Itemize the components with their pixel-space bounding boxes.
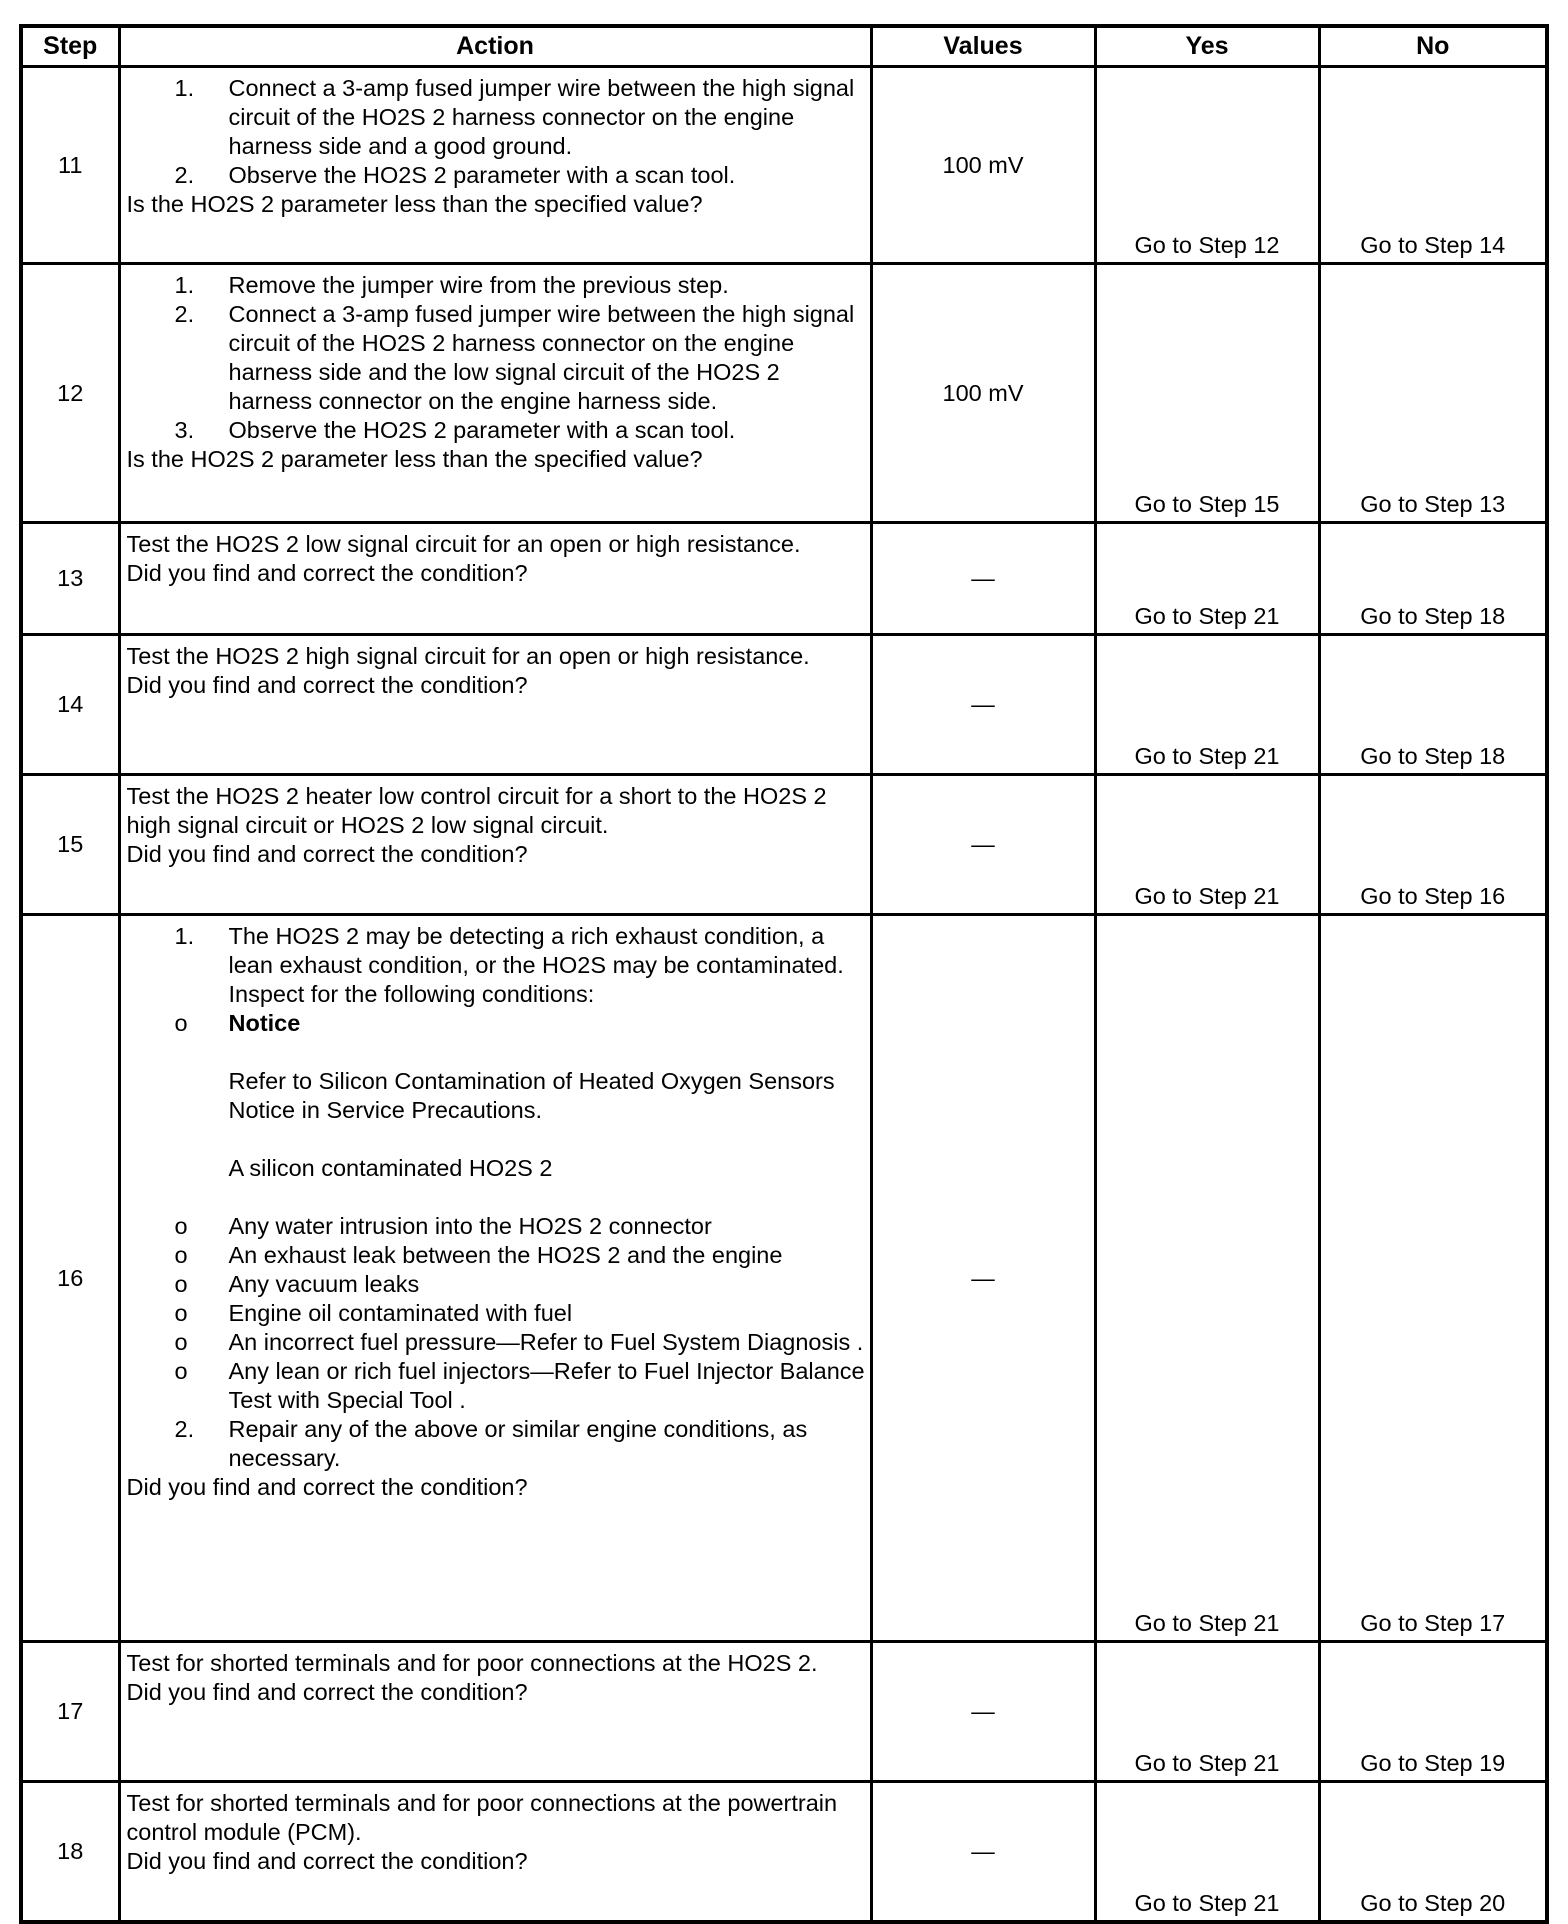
header-values: Values bbox=[871, 26, 1095, 67]
bullet-icon: o bbox=[174, 1010, 188, 1036]
yes-cell: Go to Step 21 bbox=[1095, 635, 1319, 775]
question-text: Did you find and correct the condition? bbox=[126, 841, 528, 867]
table-row bbox=[21, 775, 1547, 915]
item-text: Engine oil contaminated with fuel bbox=[228, 1300, 573, 1326]
item-number: 1. bbox=[174, 923, 195, 949]
value-cell: 100 mV bbox=[871, 67, 1095, 264]
value-cell: — bbox=[871, 1782, 1095, 1922]
item-text: An incorrect fuel pressure—Refer to Fuel System Diagnosis . bbox=[228, 1329, 864, 1355]
item-number: 1. bbox=[174, 272, 195, 298]
numbered-steps bbox=[127, 74, 866, 190]
no-cell: Go to Step 20 bbox=[1319, 1782, 1547, 1922]
item-number: 2. bbox=[174, 162, 195, 188]
step-number: 15 bbox=[21, 775, 119, 915]
table-row bbox=[21, 1782, 1547, 1922]
notice-item-text: A silicon contaminated HO2S 2 bbox=[228, 1155, 553, 1181]
header-no: No bbox=[1319, 26, 1547, 67]
header-action: Action bbox=[119, 26, 871, 67]
table-row bbox=[21, 67, 1547, 264]
notice-body: Refer to Silicon Contamination of Heated Oxygen Sensors Notice in Service Precautions. bbox=[228, 1068, 835, 1123]
no-cell: Go to Step 18 bbox=[1319, 523, 1547, 635]
list-item bbox=[127, 300, 866, 416]
item-text: Any water intrusion into the HO2S 2 connector bbox=[228, 1213, 712, 1239]
instruction-text: Test the HO2S 2 high signal circuit for an open or high resistance. bbox=[126, 643, 810, 669]
no-cell: Go to Step 14 bbox=[1319, 67, 1547, 264]
instruction-text: Test for shorted terminals and for poor connections at the powertrain control module (PCM). bbox=[126, 1790, 838, 1845]
item-number: 2. bbox=[174, 301, 195, 327]
table-row bbox=[21, 635, 1547, 775]
action-cell bbox=[119, 264, 871, 523]
no-cell: Go to Step 13 bbox=[1319, 264, 1547, 523]
list-item bbox=[127, 1357, 866, 1415]
no-cell: Go to Step 17 bbox=[1319, 915, 1547, 1642]
list-item bbox=[127, 1270, 866, 1299]
question-text: Did you find and correct the condition? bbox=[126, 1679, 528, 1705]
yes-cell: Go to Step 21 bbox=[1095, 915, 1319, 1642]
notice-title: Notice bbox=[228, 1010, 301, 1036]
question-text: Did you find and correct the condition? bbox=[126, 560, 528, 586]
instruction-text: Test for shorted terminals and for poor connections at the HO2S 2. bbox=[126, 1650, 818, 1676]
item-text: Any vacuum leaks bbox=[228, 1271, 420, 1297]
no-cell: Go to Step 18 bbox=[1319, 635, 1547, 775]
question-text: Is the HO2S 2 parameter less than the specified value? bbox=[126, 191, 703, 217]
item-text: Repair any of the above or similar engine conditions, as necessary. bbox=[228, 1416, 808, 1471]
action-cell bbox=[119, 67, 871, 264]
item-text: Observe the HO2S 2 parameter with a scan tool. bbox=[228, 162, 736, 188]
table-row bbox=[21, 523, 1547, 635]
question-text: Did you find and correct the condition? bbox=[126, 672, 528, 698]
bullet-icon: o bbox=[174, 1300, 188, 1326]
step-number: 16 bbox=[21, 915, 119, 1642]
step-number: 12 bbox=[21, 264, 119, 523]
no-cell: Go to Step 19 bbox=[1319, 1642, 1547, 1782]
bullet-icon: o bbox=[174, 1271, 188, 1297]
item-number: 2. bbox=[174, 1416, 195, 1442]
list-item bbox=[127, 922, 866, 1009]
action-cell bbox=[119, 1782, 871, 1922]
list-item bbox=[127, 1212, 866, 1241]
item-text: Connect a 3-amp fused jumper wire between the high signal circuit of the HO2S 2 harness connector on the engine harness side and the low signal circuit of the HO2S 2 harness connector on the engine harness side. bbox=[228, 301, 855, 414]
condition-list bbox=[127, 1009, 866, 1415]
instruction-text: Test the HO2S 2 low signal circuit for an open or high resistance. bbox=[126, 531, 801, 557]
question-text: Did you find and correct the condition? bbox=[126, 1474, 528, 1500]
value-cell: 100 mV bbox=[871, 264, 1095, 523]
yes-cell: Go to Step 15 bbox=[1095, 264, 1319, 523]
list-item bbox=[127, 1009, 866, 1212]
table-row bbox=[21, 264, 1547, 523]
list-item bbox=[127, 1415, 866, 1473]
item-number: 1. bbox=[174, 75, 195, 101]
step-number: 13 bbox=[21, 523, 119, 635]
item-text: Connect a 3-amp fused jumper wire between the high signal circuit of the HO2S 2 harness connector on the engine harness side and a good ground. bbox=[228, 75, 855, 159]
header-step: Step bbox=[21, 26, 119, 67]
yes-cell: Go to Step 21 bbox=[1095, 775, 1319, 915]
list-item bbox=[127, 416, 866, 445]
value-cell: — bbox=[871, 523, 1095, 635]
question-text: Did you find and correct the condition? bbox=[126, 1848, 528, 1874]
bullet-icon: o bbox=[174, 1358, 188, 1384]
item-text: An exhaust leak between the HO2S 2 and the engine bbox=[228, 1242, 783, 1268]
step-number: 18 bbox=[21, 1782, 119, 1922]
item-text: Observe the HO2S 2 parameter with a scan tool. bbox=[228, 417, 736, 443]
list-item bbox=[127, 74, 866, 161]
yes-cell: Go to Step 12 bbox=[1095, 67, 1319, 264]
instruction-text: Test the HO2S 2 heater low control circuit for a short to the HO2S 2 high signal circuit or HO2S 2 low signal circuit. bbox=[126, 783, 827, 838]
action-cell bbox=[119, 775, 871, 915]
step-number: 11 bbox=[21, 67, 119, 264]
no-cell: Go to Step 16 bbox=[1319, 775, 1547, 915]
list-item bbox=[127, 1299, 866, 1328]
list-item bbox=[127, 271, 866, 300]
item-text: Remove the jumper wire from the previous step. bbox=[228, 272, 729, 298]
table-row bbox=[21, 1642, 1547, 1782]
yes-cell: Go to Step 21 bbox=[1095, 1782, 1319, 1922]
step-number: 17 bbox=[21, 1642, 119, 1782]
bullet-icon: o bbox=[174, 1242, 188, 1268]
value-cell: — bbox=[871, 775, 1095, 915]
item-text: The HO2S 2 may be detecting a rich exhaust condition, a lean exhaust condition, or the HO2S may be contaminated. Inspect for the following conditions: bbox=[228, 923, 844, 1007]
yes-cell: Go to Step 21 bbox=[1095, 523, 1319, 635]
table-row bbox=[21, 915, 1547, 1642]
bullet-icon: o bbox=[174, 1213, 188, 1239]
numbered-steps bbox=[127, 1415, 866, 1473]
numbered-steps bbox=[127, 271, 866, 445]
item-text: Any lean or rich fuel injectors—Refer to Fuel Injector Balance Test with Special Tool . bbox=[228, 1358, 865, 1413]
question-text: Is the HO2S 2 parameter less than the specified value? bbox=[126, 446, 703, 472]
action-cell bbox=[119, 635, 871, 775]
yes-cell: Go to Step 21 bbox=[1095, 1642, 1319, 1782]
action-cell bbox=[119, 1642, 871, 1782]
action-cell bbox=[119, 523, 871, 635]
bullet-icon: o bbox=[174, 1329, 188, 1355]
action-cell bbox=[119, 915, 871, 1642]
value-cell: — bbox=[871, 635, 1095, 775]
header-yes: Yes bbox=[1095, 26, 1319, 67]
numbered-steps bbox=[127, 922, 866, 1009]
list-item bbox=[127, 1328, 866, 1357]
step-number: 14 bbox=[21, 635, 119, 775]
diagnostic-table bbox=[19, 24, 1549, 1924]
list-item bbox=[127, 1241, 866, 1270]
list-item bbox=[127, 161, 866, 190]
value-cell: — bbox=[871, 1642, 1095, 1782]
value-cell: — bbox=[871, 915, 1095, 1642]
item-number: 3. bbox=[174, 417, 195, 443]
header-row bbox=[21, 26, 1547, 67]
